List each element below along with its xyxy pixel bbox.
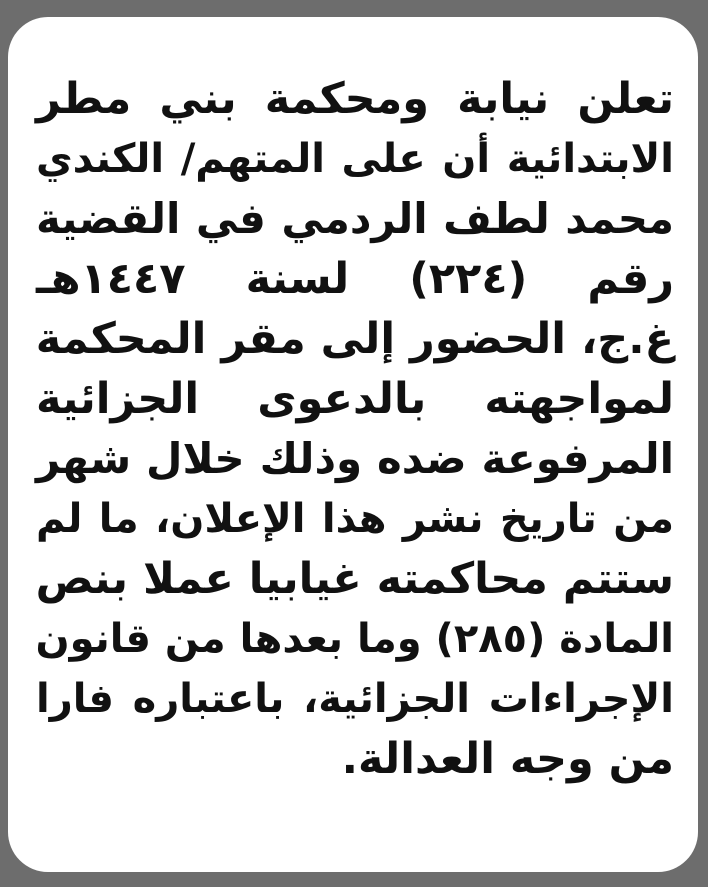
notice-line: تعلن نيابة ومحكمة بني مطر [36,74,674,124]
notice-line: غ.ج، الحضور إلى مقر المحكمة [35,314,674,364]
notice-line: المادة (٢٨٥) وما بعدها من قانون [35,616,674,662]
notice-line: الابتدائية أن على المتهم/ الكندي [36,136,674,182]
notice-line: ستتم محاكمته غيابيا عملا بنص [35,554,674,604]
notice-line: الإجراءات الجزائية، باعتباره فارا [36,676,674,722]
notice-line: من تاريخ نشر هذا الإعلان، ما لم [36,496,674,542]
notice-line: المرفوعة ضده وذلك خلال شهر [36,434,674,483]
notice-line: من وجه العدالة. [341,734,674,784]
notice-line: محمد لطف الردمي في القضية [36,194,674,243]
notice-text [36,69,674,789]
notice-line: لمواجهته بالدعوى الجزائية [36,374,674,424]
notice-card [8,17,698,872]
notice-line: رقم (٢٢٤) لسنة ١٤٤٧هـ [36,254,674,304]
